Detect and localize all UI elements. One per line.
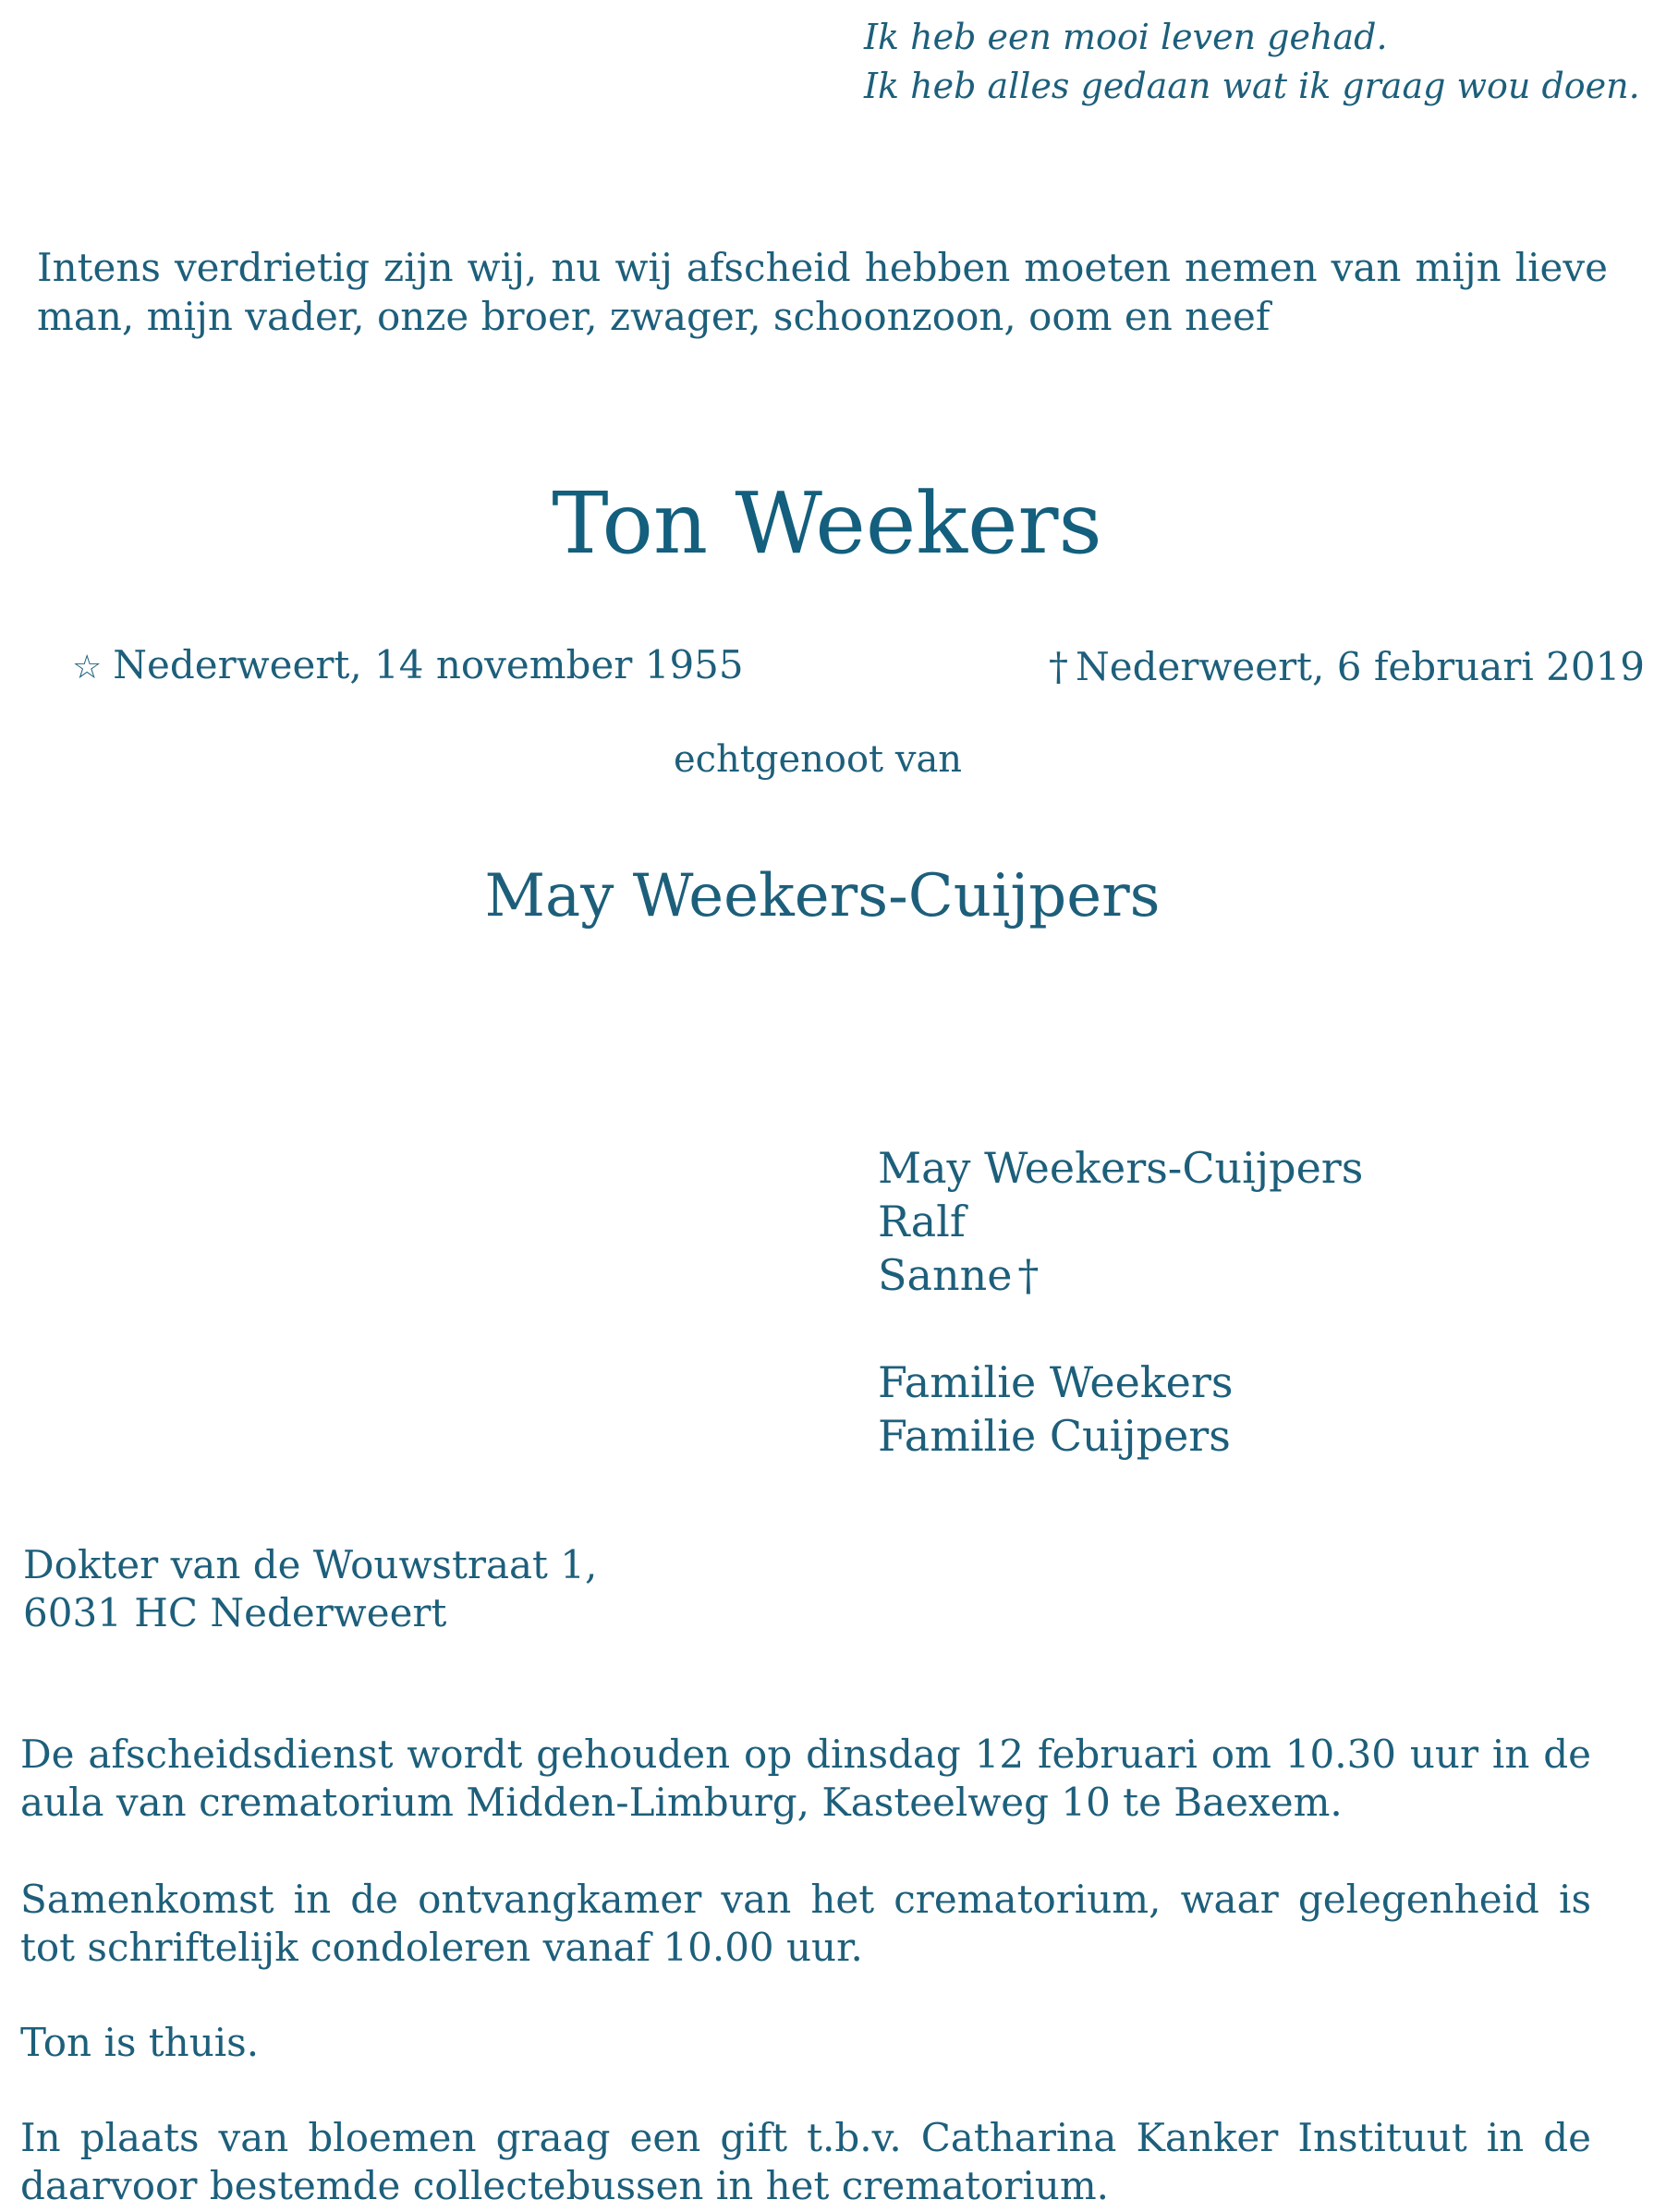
mourner-daughter: [878, 1248, 1363, 1302]
spacer: [878, 1302, 1363, 1355]
family-cuijpers: Familie Cuijpers: [878, 1411, 1231, 1461]
death-info: [1049, 641, 1645, 693]
address-street: Dokter van de Wouwstraat 1,: [23, 1542, 598, 1587]
star-icon: ☆: [72, 649, 103, 687]
home-paragraph: Ton is thuis.: [20, 2020, 260, 2065]
service-paragraph: De afscheidsdienst wordt gehouden op dinsdag 12 februari om 10.30 uur in de aula van crematorium Midden-Limburg, Kasteelweg 10 te Baexem.: [20, 1732, 1591, 1825]
cross-icon: †: [1017, 1250, 1040, 1300]
mourner-daughter-name: Sanne: [878, 1250, 1013, 1300]
spouse-name: May Weekers-Cuijpers: [484, 862, 1161, 930]
death-text: Nederweert, 6 februari 2019: [1076, 644, 1646, 689]
mourner-spouse: May Weekers-Cuijpers: [878, 1143, 1364, 1193]
birth-info: [72, 639, 744, 694]
motto-line-1: Ik heb een mooi leven gehad.: [864, 17, 1388, 57]
address-city: 6031 HC Nederweert: [23, 1590, 447, 1635]
mourners-list: [878, 1141, 1363, 1463]
intro-text: Intens verdrietig zijn wij, nu wij afscheid hebben moeten nemen van mijn lieve man, mijn vader, onze broer, zwager, schoonzoon, oom en neef: [37, 245, 1608, 339]
home-address: [23, 1541, 597, 1637]
mourner-son: Ralf: [878, 1197, 966, 1246]
motto-line-2: Ik heb alles gedaan wat ik graag wou doen.: [864, 66, 1640, 106]
cross-icon: †: [1049, 644, 1068, 689]
motto-quote: [864, 13, 1640, 111]
donation-paragraph: In plaats van bloemen graag een gift t.b.v. Catharina Kanker Instituut in de daarvoor bestemde collectebussen in het crematorium.: [20, 2115, 1591, 2208]
birth-text: Nederweert, 14 november 1955: [113, 642, 744, 687]
family-weekers: Familie Weekers: [878, 1357, 1234, 1407]
spouse-label: echtgenoot van: [673, 738, 963, 781]
deceased-name: Ton Weekers: [552, 474, 1102, 573]
gathering-paragraph: Samenkomst in de ontvangkamer van het crematorium, waar gelegenheid is tot schriftelijk condoleren vanaf 10.00 uur.: [20, 1877, 1591, 1970]
